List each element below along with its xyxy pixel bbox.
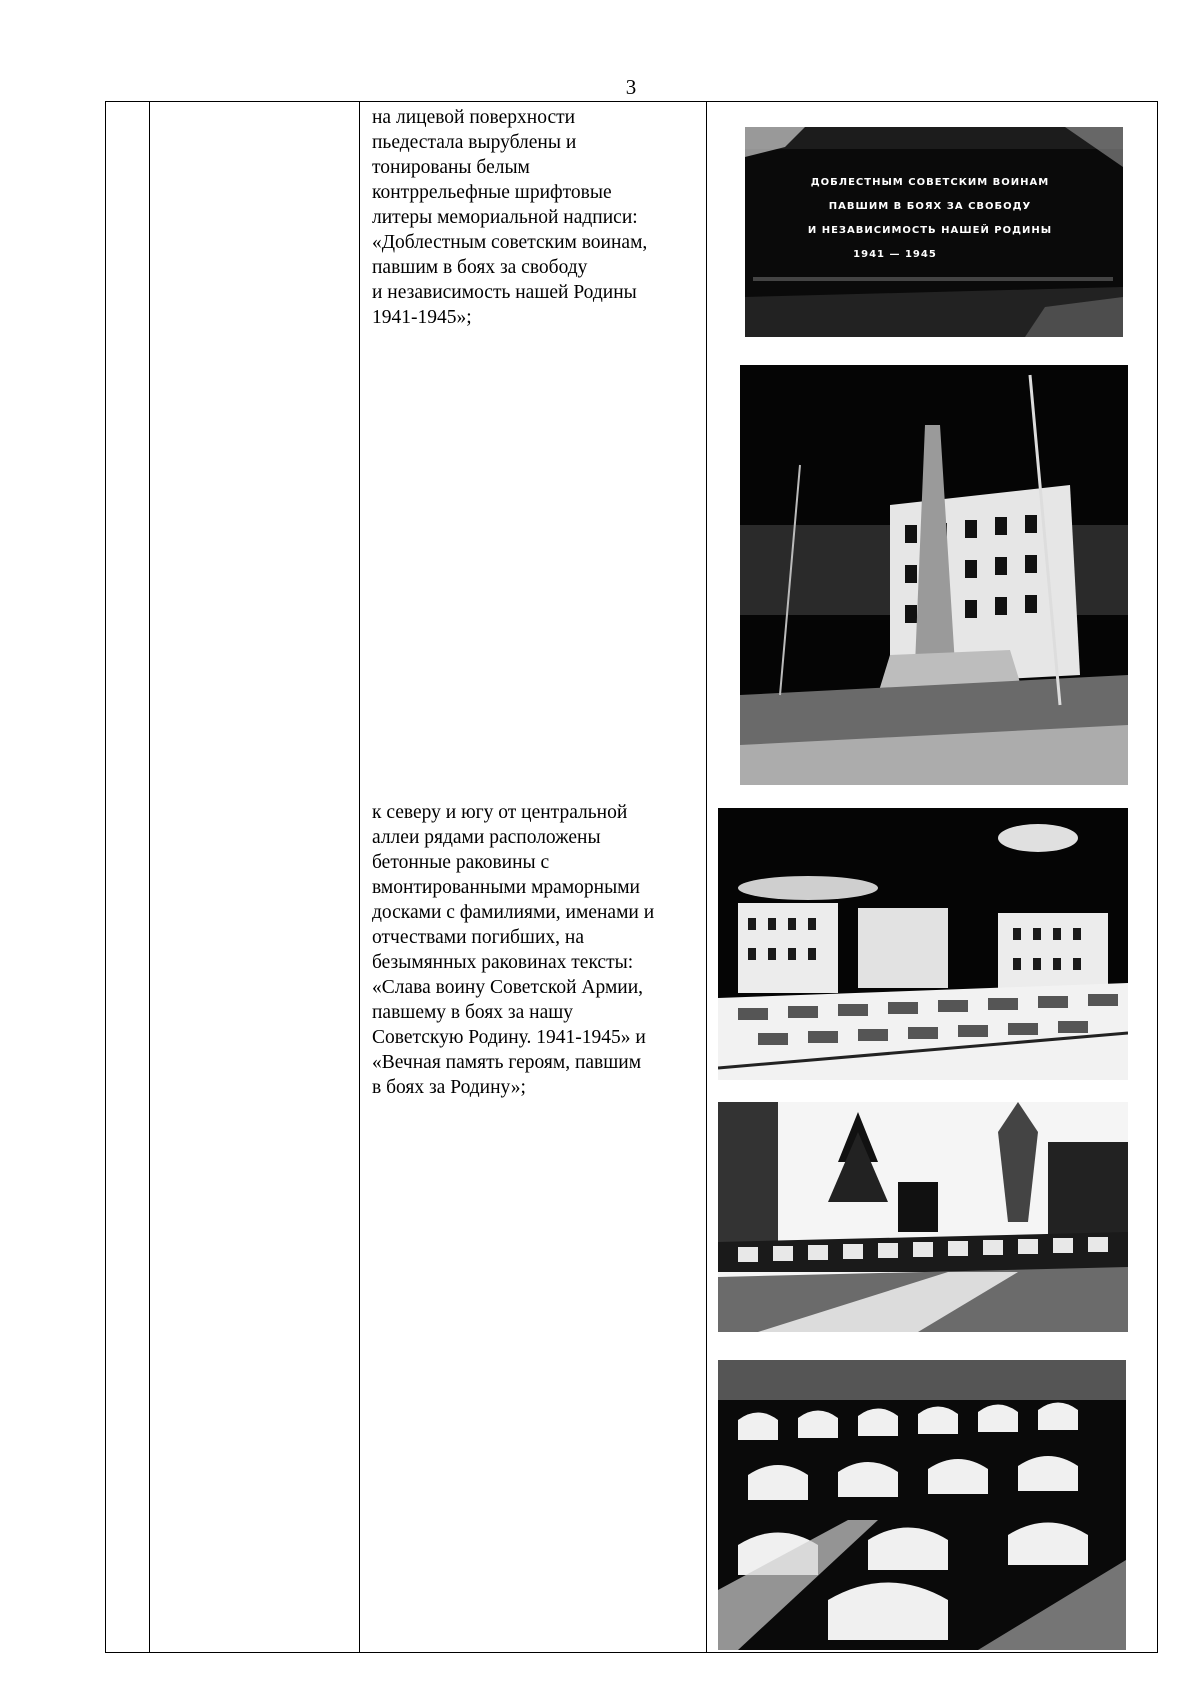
photo-memorial-rows-trees xyxy=(718,1102,1128,1332)
photo-obelisk-monument xyxy=(740,365,1128,785)
description-pedestal-inscription: на лицевой поверхности пьедестала вырублены и тонированы белым контррельефные шрифтовые литеры мемориальной надписи: «Доблестным советским воинам, павшим в боях за свободу и независимость нашей Родины 1941-1945»; xyxy=(372,107,648,328)
photo-concrete-shells-closeup xyxy=(718,1360,1126,1650)
description-concrete-shells: к северу и югу от центральной аллеи рядами расположены бетонные раковины с вмонтированными мраморными досками с фамилиями, именами и отчествами погибших, на безымянных раковинах тексты: «Слава воину Советской Армии, павшему в боях за нашу Советскую Родину. 1941-1945» и «Вечная память героям, павшим в боях за Родину»; xyxy=(372,802,655,1098)
plaque-line-2: ПАВШИМ В БОЯХ ЗА СВОБОДУ xyxy=(828,201,1032,212)
column-divider-2 xyxy=(359,102,360,1652)
plaque-line-1: ДОБЛЕСТНЫМ СОВЕТСКИМ ВОИНАМ xyxy=(810,177,1050,188)
plaque-line-4: 1941 — 1945 xyxy=(853,249,937,260)
page-number: 3 xyxy=(625,75,637,99)
plaque-line-3: И НЕЗАВИСИМОСТЬ НАШЕЙ РОДИНЫ xyxy=(807,225,1053,236)
photo-pedestal-plaque xyxy=(745,127,1123,337)
photo-memorial-rows-buildings xyxy=(718,808,1128,1080)
column-divider-1 xyxy=(149,102,150,1652)
